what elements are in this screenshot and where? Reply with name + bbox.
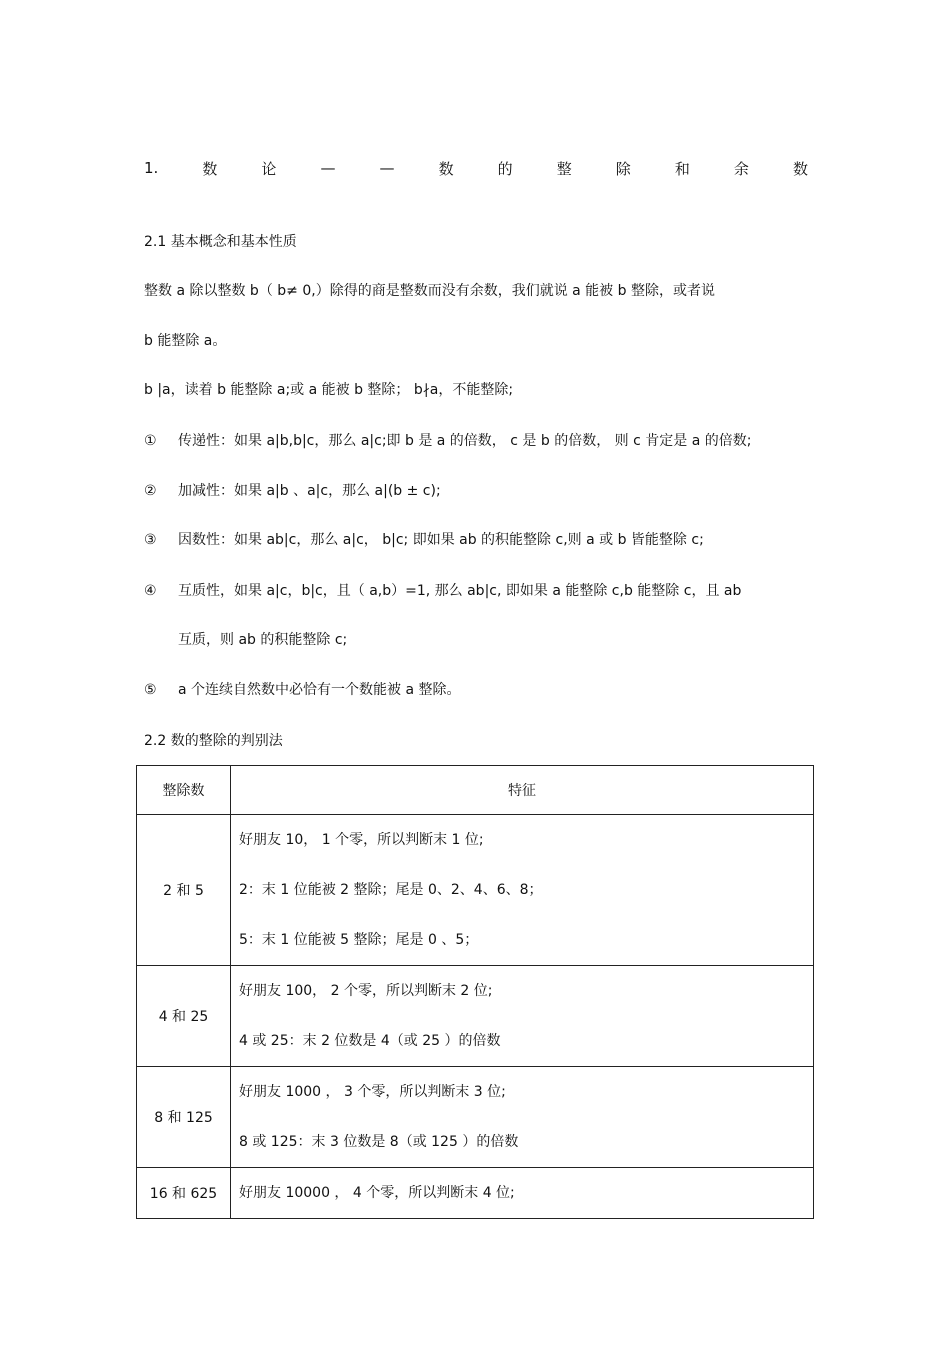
table-row xyxy=(137,815,814,966)
property-1 xyxy=(144,431,751,451)
title-char: 除 xyxy=(615,159,631,178)
property-5 xyxy=(144,680,461,700)
divisibility-table xyxy=(136,765,814,1219)
definition-line-1: 整数 a 除以整数 b（ b≠ 0,）除得的商是整数而没有余数，我们就说 a 能被 b 整除，或者说 xyxy=(144,283,715,299)
feature-cell xyxy=(231,966,814,1067)
feature-line: 好朋友 10000 ， 4 个零，所以判断末 4 位; xyxy=(239,1185,515,1201)
table-row xyxy=(137,1067,814,1168)
divisor-cell: 2 和 5 xyxy=(137,815,231,966)
title-char: 1. xyxy=(144,159,159,177)
feature-cell xyxy=(231,1067,814,1168)
title-char: 整 xyxy=(556,159,572,178)
property-marker: ① xyxy=(144,433,157,449)
title-char: 和 xyxy=(674,159,690,178)
feature-cell xyxy=(231,1168,814,1219)
feature-line: 2：末 1 位能被 2 整除；尾是 0、2、4、6、8； xyxy=(239,882,543,898)
divisor-cell: 16 和 625 xyxy=(137,1168,231,1219)
title-char: 论 xyxy=(261,159,277,178)
divisor-cell: 8 和 125 xyxy=(137,1067,231,1168)
property-text: 加减性：如果 a|b 、a|c，那么 a|(b ± c); xyxy=(178,483,441,499)
divisor-cell: 4 和 25 xyxy=(137,966,231,1067)
property-text: 传递性：如果 a|b,b|c，那么 a|c;即 b 是 a 的倍数， c 是 b 的倍数， 则 c 肯定是 a 的倍数; xyxy=(178,433,752,449)
property-marker: ③ xyxy=(144,532,157,548)
section-heading-2-1: 2.1 基本概念和基本性质 xyxy=(144,234,297,250)
table-row xyxy=(137,966,814,1067)
table-header-row xyxy=(137,766,814,815)
feature-line: 8 或 125：末 3 位数是 8（或 125 ）的倍数 xyxy=(239,1134,519,1150)
title-char: 数 xyxy=(202,159,218,178)
property-text: 互质，则 ab 的积能整除 c; xyxy=(178,632,348,648)
property-text: 互质性，如果 a|c，b|c，且（ a,b）=1, 那么 ab|c, 即如果 a 能整除 c,b 能整除 c，且 ab xyxy=(178,583,742,599)
property-marker: ④ xyxy=(144,583,157,599)
header-feature: 特征 xyxy=(231,766,814,815)
title-char: — xyxy=(379,159,395,177)
feature-line: 好朋友 1000 ， 3 个零，所以判断末 3 位; xyxy=(239,1084,506,1100)
feature-line: 好朋友 100， 2 个零，所以判断末 2 位; xyxy=(239,983,493,999)
title-char: 余 xyxy=(733,159,749,178)
section-heading-2-2: 2.2 数的整除的判别法 xyxy=(144,733,283,749)
property-2 xyxy=(144,481,441,501)
doc-title xyxy=(144,156,808,180)
property-marker: ⑤ xyxy=(144,682,157,698)
property-marker: ② xyxy=(144,483,157,499)
title-char: 数 xyxy=(792,159,808,178)
feature-line: 好朋友 10， 1 个零，所以判断末 1 位; xyxy=(239,832,484,848)
property-4 xyxy=(144,581,741,601)
definition-line-2: b 能整除 a。 xyxy=(144,333,227,349)
title-char: 数 xyxy=(438,159,454,178)
feature-cell xyxy=(231,815,814,966)
title-char: — xyxy=(320,159,336,177)
table-row xyxy=(137,1168,814,1219)
feature-line: 4 或 25：末 2 位数是 4（或 25 ）的倍数 xyxy=(239,1033,501,1049)
notation-line: b |a，读着 b 能整除 a;或 a 能被 b 整除； b∤a，不能整除; xyxy=(144,382,514,398)
property-text: 因数性：如果 ab|c，那么 a|c， b|c; 即如果 ab 的积能整除 c,则 a 或 b 皆能整除 c; xyxy=(178,532,704,548)
header-divisor: 整除数 xyxy=(137,766,231,815)
title-char: 的 xyxy=(497,159,513,178)
property-3 xyxy=(144,530,704,550)
property-text: a 个连续自然数中必恰有一个数能被 a 整除。 xyxy=(178,682,461,698)
property-4-continuation xyxy=(144,630,347,650)
feature-line: 5：末 1 位能被 5 整除；尾是 0 、5； xyxy=(239,932,479,948)
